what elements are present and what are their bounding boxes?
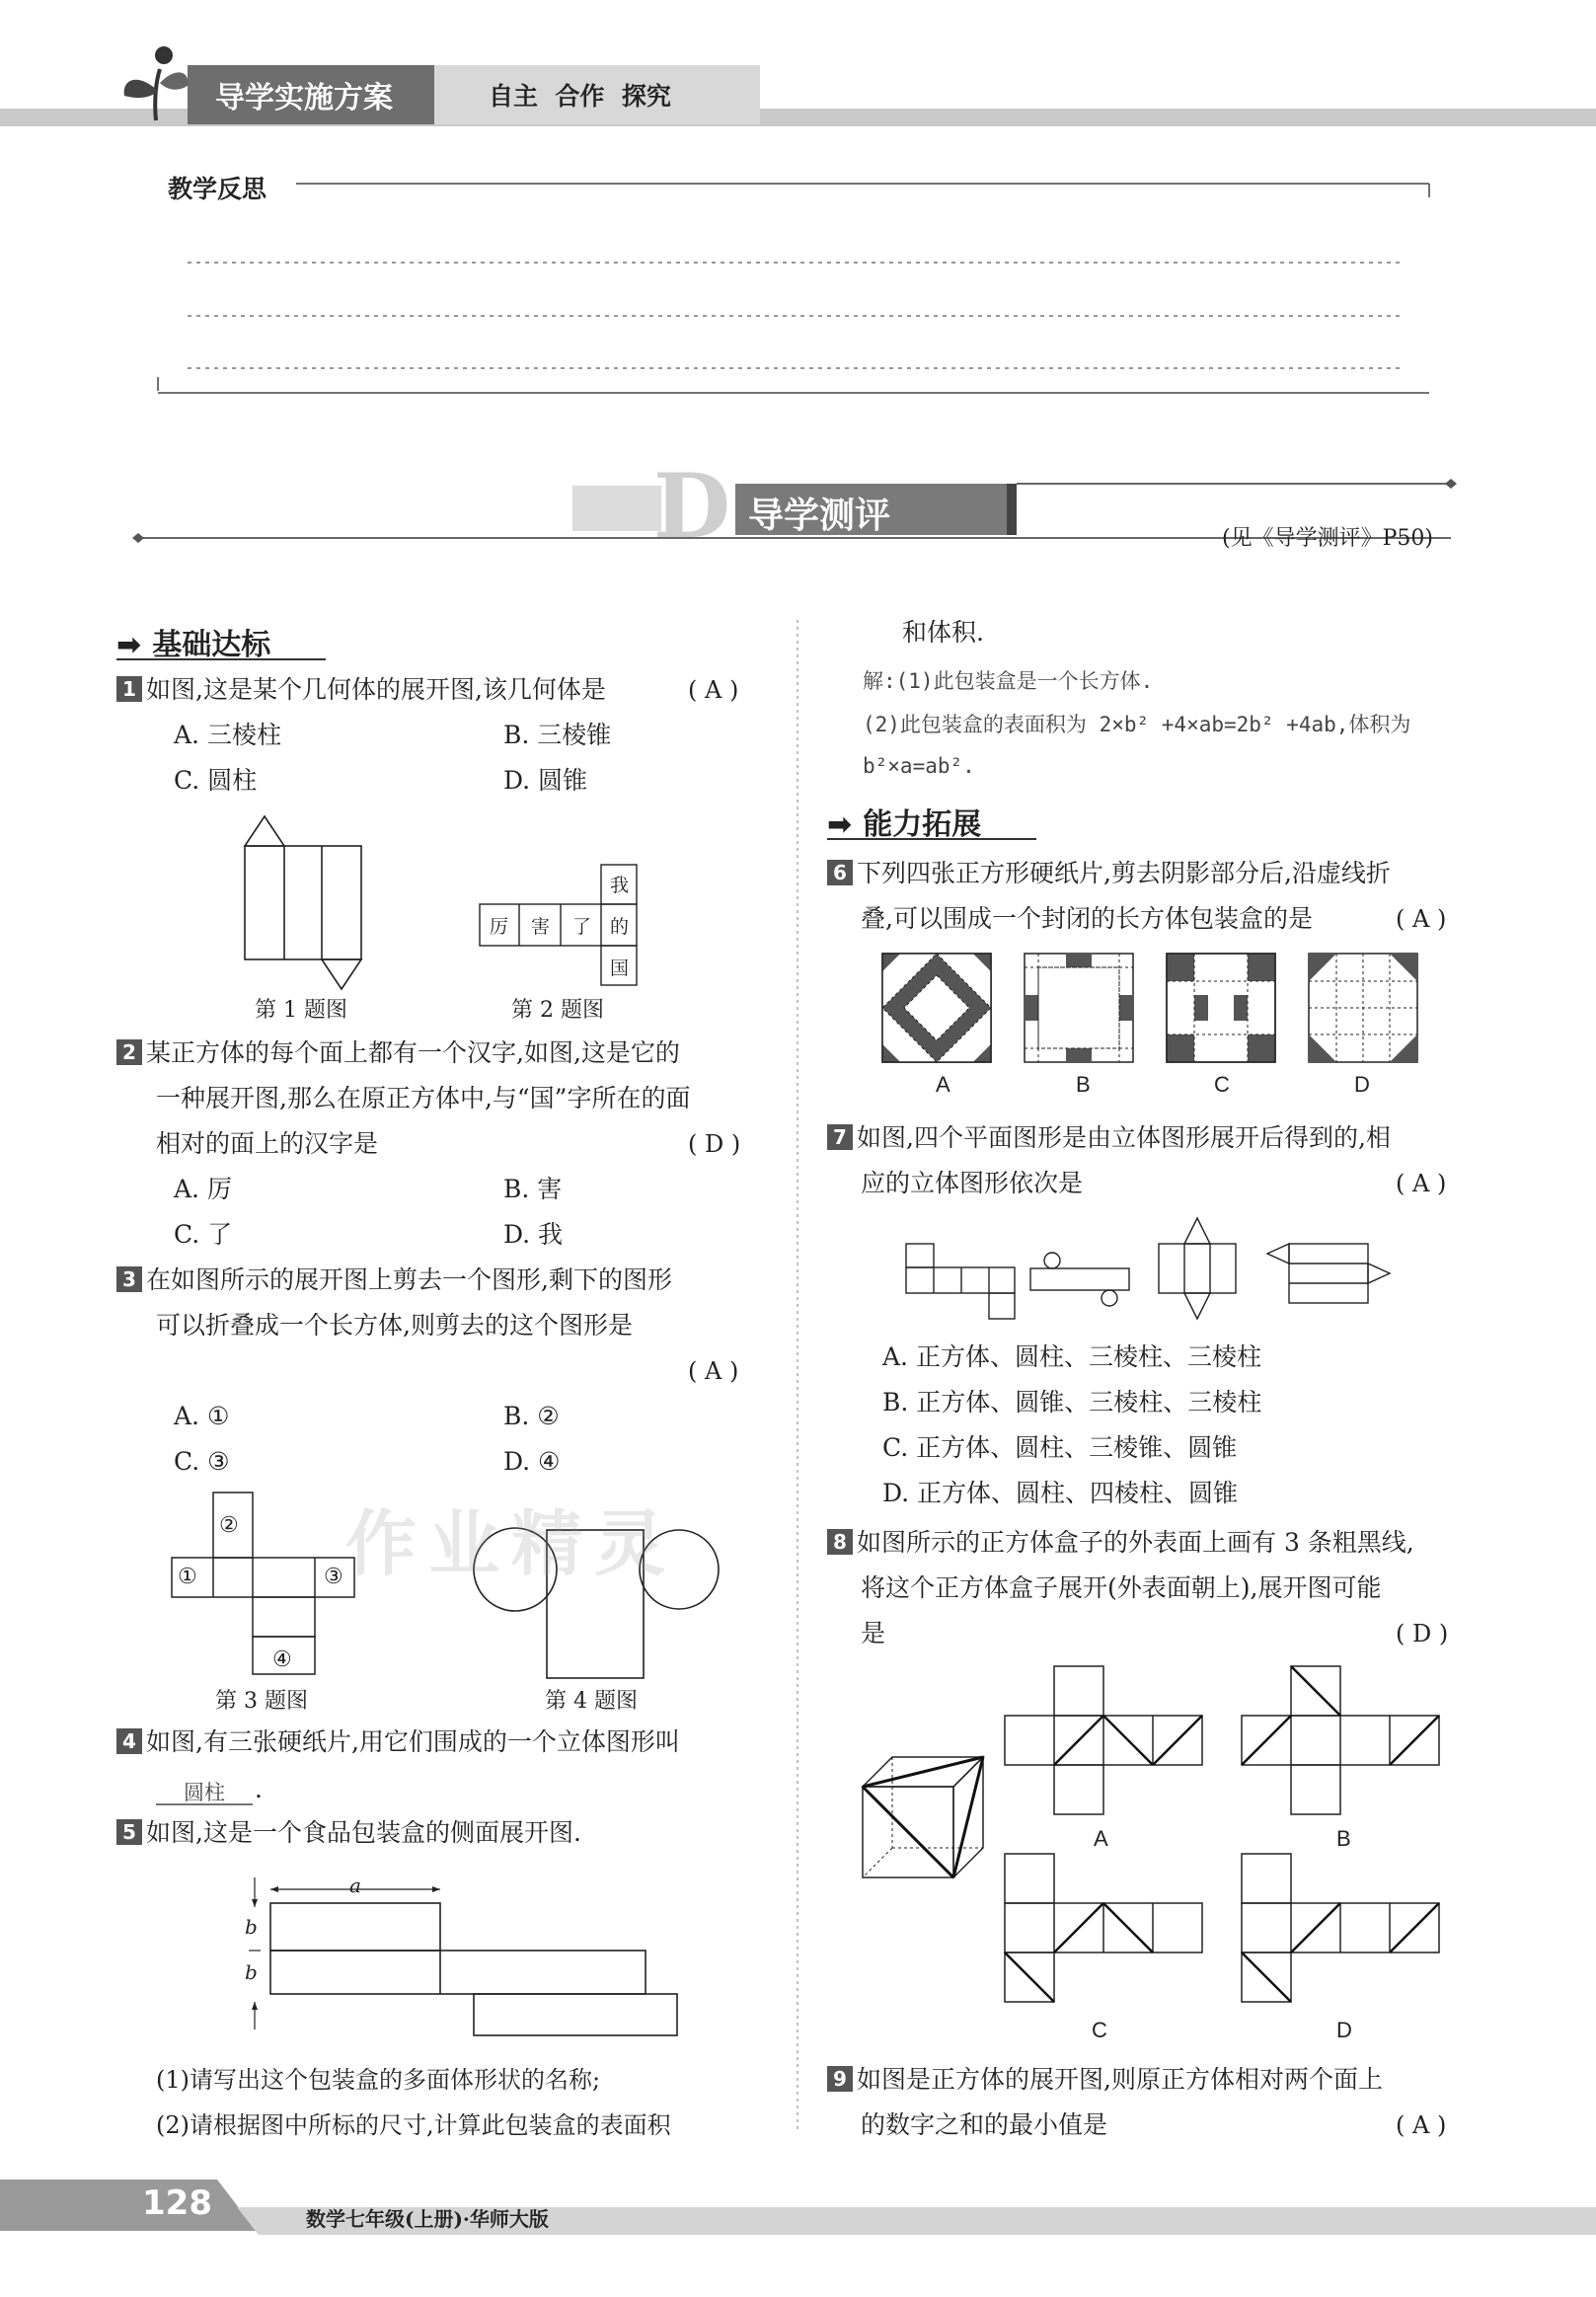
q8-net-d bbox=[1242, 1854, 1439, 2002]
q5-sub-2-cont: 和体积. bbox=[902, 618, 984, 647]
q4-blank-answer: 圆柱 bbox=[184, 1781, 225, 1804]
q9-line-2: 的数字之和的最小值是 bbox=[861, 2110, 1108, 2139]
q8-line-3: 是 bbox=[861, 1619, 886, 1647]
q2-net-char-4: 了 bbox=[572, 917, 592, 938]
q5-dim-a: a bbox=[349, 1874, 361, 1897]
q2-line-3: 相对的面上的汉字是 bbox=[156, 1129, 379, 1158]
q7-triangular-prism-net-1 bbox=[1159, 1218, 1236, 1319]
section-extend-underline bbox=[827, 837, 1044, 843]
q8-label-a: A bbox=[1094, 1826, 1108, 1851]
q8-label-b: B bbox=[1336, 1826, 1351, 1851]
q4-text: 如图,有三张硬纸片,用它们围成的一个立体图形叫 bbox=[146, 1727, 680, 1756]
q7-number: 7 bbox=[827, 1124, 853, 1150]
q3-option-a: A. ① bbox=[174, 1402, 230, 1430]
q1-answer: ( A ) bbox=[688, 676, 739, 704]
q6-label-b: B bbox=[1076, 1072, 1091, 1097]
footer-book-title: 数学七年级(上册)·华师大版 bbox=[306, 2207, 549, 2231]
q3-option-d: D. ④ bbox=[503, 1447, 561, 1476]
q2-net-char-3: 害 bbox=[531, 917, 551, 938]
banner-title: 导学测评 bbox=[748, 496, 891, 536]
q1-option-d: D. 圆锥 bbox=[503, 766, 588, 795]
q2-caption: 第 2 题图 bbox=[511, 998, 604, 1023]
q6-text-1: 下列四张正方形硬纸片,剪去阴影部分后,沿虚线折 bbox=[857, 859, 1391, 887]
q2-option-d: D. 我 bbox=[503, 1220, 564, 1249]
q8-answer: ( D ) bbox=[1396, 1620, 1449, 1647]
q8-line-2: 将这个正方体盒子展开(外表面朝上),展开图可能 bbox=[861, 1573, 1382, 1602]
q2-net-char-2: 厉 bbox=[490, 917, 509, 938]
footer-page-number: 128 bbox=[142, 2183, 212, 2223]
q5-sub-1: (1)请写出这个包装盒的多面体形状的名称; bbox=[156, 2066, 601, 2094]
q1-number: 1 bbox=[116, 676, 142, 702]
q2-line-1 bbox=[116, 1031, 680, 1076]
q2-number: 2 bbox=[116, 1039, 142, 1065]
q2-net-char-1: 我 bbox=[610, 876, 630, 896]
q5-text: 如图,这是一个食品包装盒的侧面展开图. bbox=[146, 1818, 581, 1847]
q4-caption: 第 4 题图 bbox=[545, 1689, 638, 1714]
q3-line-1 bbox=[116, 1258, 672, 1303]
q6-line-2: 叠,可以围成一个封闭的长方体包装盒的是 bbox=[861, 904, 1313, 933]
q4-stem bbox=[116, 1720, 680, 1765]
q8-nets bbox=[1003, 1664, 1447, 2020]
q3-line-2: 可以折叠成一个长方体,则剪去的这个图形是 bbox=[156, 1311, 633, 1340]
q8-text-1: 如图所示的正方体盒子的外表面上画有 3 条粗黑线, bbox=[857, 1528, 1414, 1557]
q1-stem bbox=[116, 667, 778, 713]
q6-option-b-figure bbox=[1025, 954, 1133, 1062]
q8-cube bbox=[861, 1753, 989, 1881]
q9-answer: ( A ) bbox=[1396, 2111, 1447, 2139]
q7-option-a: A. 正方体、圆柱、三棱柱、三棱柱 bbox=[882, 1342, 1261, 1371]
q6-label-c: C bbox=[1214, 1072, 1230, 1097]
q7-cube-net bbox=[906, 1244, 1015, 1319]
q8-label-c: C bbox=[1092, 2018, 1107, 2042]
q3-label-4: ④ bbox=[272, 1646, 292, 1671]
header-subtitle: 自主 合作 探究 bbox=[489, 82, 671, 111]
q2-option-b: B. 害 bbox=[503, 1175, 563, 1203]
q3-label-3: ③ bbox=[324, 1564, 343, 1588]
q1-text: 如图,这是某个几何体的展开图,该几何体是 bbox=[146, 675, 606, 704]
q7-cylinder-net bbox=[1030, 1253, 1129, 1306]
q3-option-c: C. ③ bbox=[174, 1447, 230, 1476]
footer-bar bbox=[0, 2172, 1596, 2251]
q5-dim-b-2: b bbox=[245, 1960, 258, 1984]
reflection-label: 教学反思 bbox=[168, 175, 267, 203]
banner-ref: (见《导学测评》P50) bbox=[1222, 526, 1433, 551]
section-extend-arrow-icon: ➡ bbox=[827, 807, 853, 842]
q7-text-1: 如图,四个平面图形是由立体图形展开后得到的,相 bbox=[857, 1123, 1391, 1152]
q6-option-a-figure bbox=[882, 954, 991, 1062]
q3-text-1: 在如图所示的展开图上剪去一个图形,剩下的图形 bbox=[146, 1265, 672, 1294]
q2-answer: ( D ) bbox=[688, 1130, 741, 1158]
header-title: 导学实施方案 bbox=[215, 81, 393, 115]
q8-net-b bbox=[1242, 1666, 1439, 1814]
section-basic-label: 基础达标 bbox=[152, 628, 271, 662]
q8-number: 8 bbox=[827, 1529, 853, 1555]
q3-answer: ( A ) bbox=[688, 1357, 739, 1385]
q3-option-b: B. ② bbox=[503, 1402, 560, 1430]
q6-option-d-figure bbox=[1309, 954, 1417, 1062]
q7-line-1 bbox=[827, 1115, 1391, 1161]
q2-net-char-6: 国 bbox=[610, 958, 630, 979]
q1-option-c: C. 圆柱 bbox=[174, 766, 258, 795]
q7-figures bbox=[904, 1216, 1398, 1325]
q7-option-b: B. 正方体、圆锥、三棱柱、三棱柱 bbox=[882, 1388, 1262, 1416]
q8-net-c bbox=[1005, 1854, 1202, 2002]
q4-period: . bbox=[255, 1775, 263, 1803]
section-arrow-icon: ➡ bbox=[116, 628, 142, 662]
q6-label-d: D bbox=[1354, 1072, 1370, 1097]
q2-option-a: A. 厉 bbox=[174, 1175, 232, 1203]
q3-label-1: ① bbox=[178, 1564, 197, 1588]
q5-solution-3: b²×a=ab². bbox=[863, 754, 975, 778]
q3-number: 3 bbox=[116, 1266, 142, 1292]
q1-option-b: B. 三棱锥 bbox=[503, 721, 612, 749]
q9-text-1: 如图是正方体的展开图,则原正方体相对两个面上 bbox=[857, 2065, 1383, 2094]
q8-line-1 bbox=[827, 1520, 1414, 1566]
q3-caption: 第 3 题图 bbox=[215, 1689, 308, 1714]
q5-figure bbox=[237, 1876, 691, 2043]
section-extend-label: 能力拓展 bbox=[863, 807, 982, 842]
q6-line-1 bbox=[827, 851, 1391, 896]
watermark: 作业精灵 bbox=[345, 1501, 678, 1585]
q6-figures bbox=[882, 954, 1425, 1066]
q2-line-2: 一种展开图,那么在原正方体中,与“国”字所在的面 bbox=[156, 1084, 691, 1112]
q6-number: 6 bbox=[827, 860, 853, 885]
q3-label-2: ② bbox=[219, 1512, 239, 1537]
q5-number: 5 bbox=[116, 1819, 142, 1845]
q7-triangular-prism-net-2 bbox=[1267, 1244, 1390, 1303]
q4-blank-line bbox=[156, 1802, 265, 1806]
q5-sub-2: (2)请根据图中所标的尺寸,计算此包装盒的表面积 bbox=[156, 2111, 671, 2139]
q7-option-c: C. 正方体、圆柱、三棱锥、圆锥 bbox=[882, 1433, 1238, 1462]
q2-net-char-5: 的 bbox=[610, 917, 630, 938]
q1-figure bbox=[245, 811, 363, 989]
q2-option-c: C. 了 bbox=[174, 1220, 233, 1249]
q8-label-d: D bbox=[1336, 2018, 1352, 2042]
q5-solution-1: 解:(1)此包装盒是一个长方体. bbox=[863, 669, 1154, 693]
q7-line-2: 应的立体图形依次是 bbox=[861, 1169, 1084, 1197]
q1-caption: 第 1 题图 bbox=[255, 998, 347, 1023]
q6-option-c-figure bbox=[1167, 954, 1275, 1062]
q5-dim-b-1: b bbox=[245, 1915, 258, 1939]
q4-number: 4 bbox=[116, 1728, 142, 1754]
q6-answer: ( A ) bbox=[1396, 905, 1447, 933]
q6-label-a: A bbox=[936, 1072, 950, 1097]
q9-line-1 bbox=[827, 2057, 1383, 2103]
banner-letter: D bbox=[653, 454, 731, 559]
q5-stem bbox=[116, 1810, 581, 1856]
q9-number: 9 bbox=[827, 2066, 853, 2092]
q1-option-a: A. 三棱柱 bbox=[174, 721, 281, 749]
q7-option-d: D. 正方体、圆柱、四棱柱、圆锥 bbox=[882, 1479, 1239, 1507]
q2-text-1: 某正方体的每个面上都有一个汉字,如图,这是它的 bbox=[146, 1038, 680, 1067]
q7-answer: ( A ) bbox=[1396, 1170, 1447, 1197]
q5-solution-2: (2)此包装盒的表面积为 2×b² +4×ab=2b² +4ab,体积为 bbox=[863, 713, 1411, 736]
section-basic-underline bbox=[116, 657, 334, 663]
q8-net-a bbox=[1005, 1666, 1202, 1814]
